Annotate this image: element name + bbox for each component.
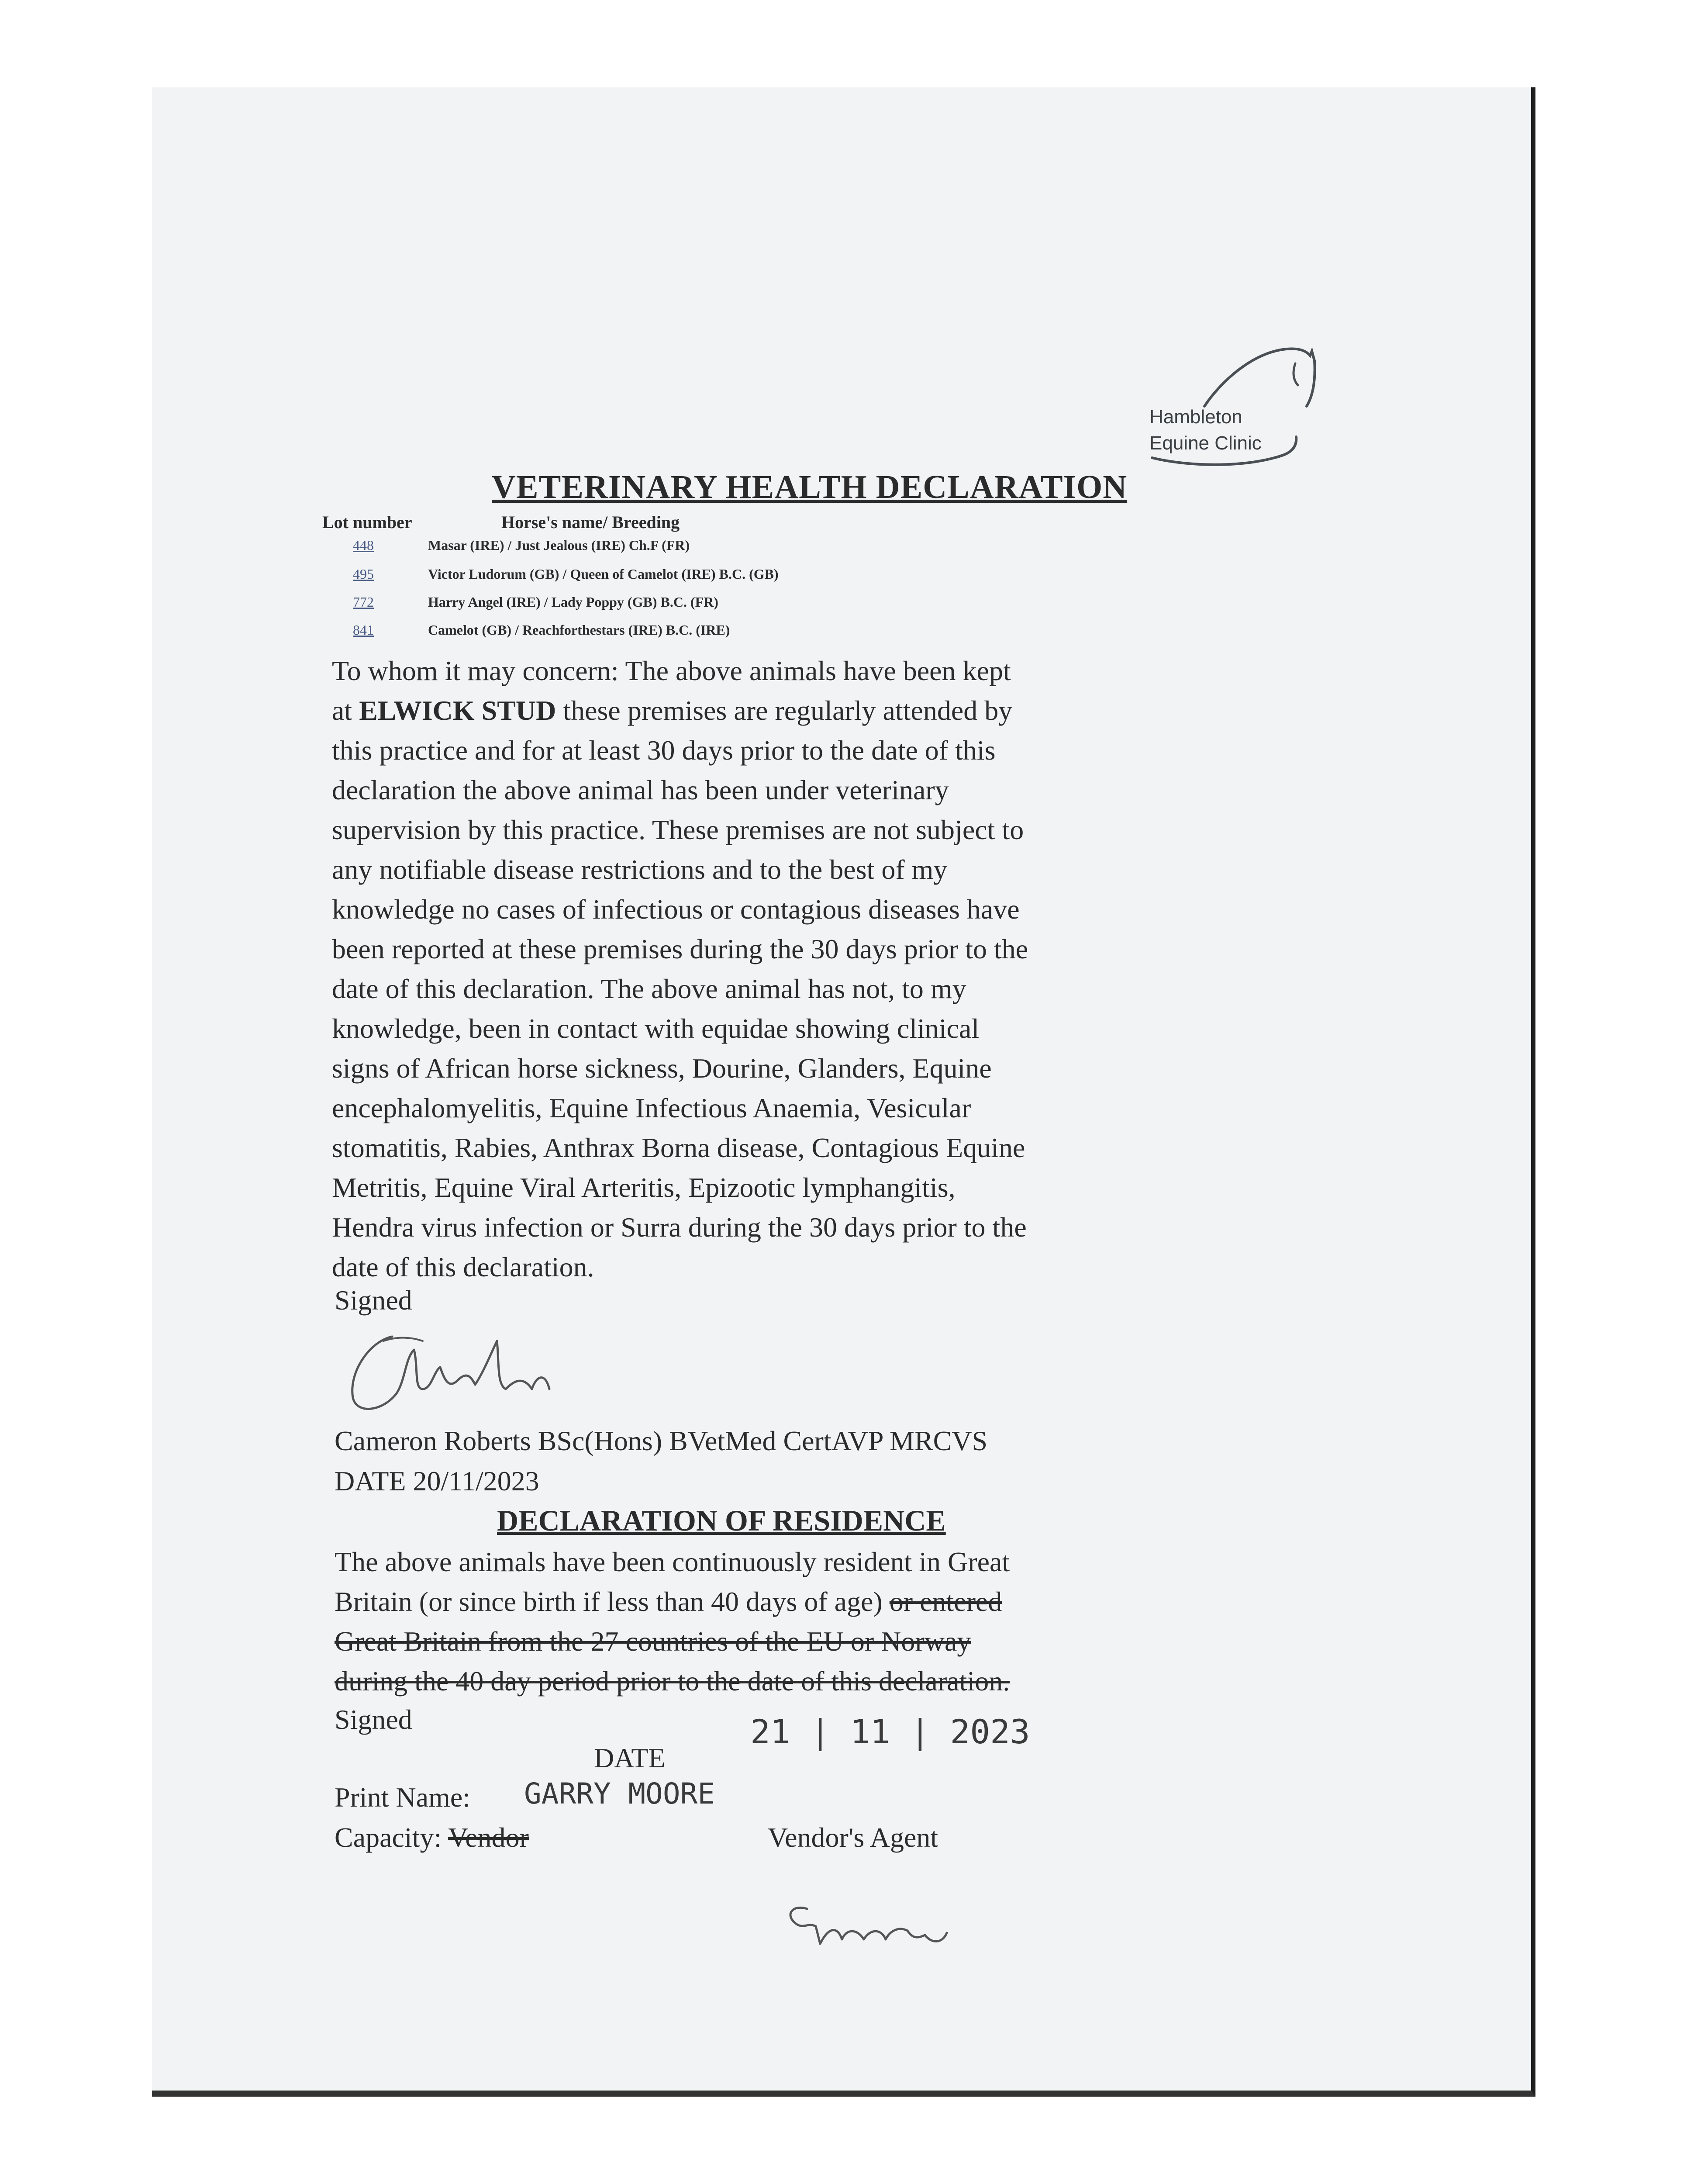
- declaration-line: stomatitis, Rabies, Anthrax Borna disease, Contagious Equine: [332, 1132, 1025, 1163]
- residence-line: The above animals have been continuously resident in Great: [335, 1546, 1010, 1577]
- lot-number: 448: [353, 537, 374, 553]
- print-name-value: GARRY MOORE: [524, 1777, 715, 1811]
- declaration-line: To whom it may concern: The above animals have been kept: [332, 655, 1011, 686]
- horse-breeding: Masar (IRE) / Just Jealous (IRE) Ch.F (FR): [428, 537, 690, 553]
- declaration-line: this practice and for at least 30 days prior to the date of this: [332, 735, 996, 766]
- residence-line: Britain (or since birth if less than 40 days of age) or entered: [335, 1586, 1002, 1617]
- declaration-line: any notifiable disease restrictions and to the best of my: [332, 854, 948, 885]
- horse-breeding: Victor Ludorum (GB) / Queen of Camelot (IRE) B.C. (GB): [428, 566, 779, 582]
- declaration-line: signs of African horse sickness, Dourine, Glanders, Equine: [332, 1053, 992, 1084]
- capacity-vendor: Vendor: [448, 1822, 529, 1853]
- declaration-line: supervision by this practice. These premises are not subject to: [332, 814, 1024, 845]
- horse-breeding-header: Horse's name/ Breeding: [501, 512, 680, 532]
- declaration-line: date of this declaration. The above animal has not, to my: [332, 973, 966, 1004]
- horse-breeding: Camelot (GB) / Reachforthestars (IRE) B.C. (IRE): [428, 622, 730, 638]
- struck-text: Great Britain from the 27 countries of the EU or Norway: [335, 1626, 971, 1657]
- signed-label: Signed: [335, 1285, 412, 1316]
- residence-heading: DECLARATION OF RESIDENCE: [497, 1504, 946, 1537]
- capacity-row: Capacity: Vendor: [335, 1822, 529, 1853]
- horse-breeding: Harry Angel (IRE) / Lady Poppy (GB) B.C. (FR): [428, 594, 718, 610]
- lot-number-header: Lot number: [322, 512, 412, 532]
- struck-text: or entered: [889, 1586, 1002, 1617]
- declaration-line: date of this declaration.: [332, 1251, 594, 1282]
- declaration-line: encephalomyelitis, Equine Infectious Anaemia, Vesicular: [332, 1092, 971, 1123]
- declaration-line: knowledge no cases of infectious or contagious diseases have: [332, 894, 1020, 925]
- document-page: [152, 87, 1535, 2097]
- logo-text-line1: Hambleton: [1149, 406, 1242, 428]
- declaration-line: declaration the above animal has been under veterinary: [332, 774, 949, 805]
- page-title: VETERINARY HEALTH DECLARATION: [492, 469, 1128, 505]
- logo-text-line2: Equine Clinic: [1149, 432, 1262, 454]
- vet-date: DATE 20/11/2023: [335, 1465, 539, 1496]
- vet-signature: [340, 1324, 567, 1420]
- signed-label-2: Signed: [335, 1704, 412, 1735]
- clinic-logo: [1139, 341, 1322, 480]
- lot-number: 841: [353, 622, 374, 638]
- agent-signature: [781, 1896, 1008, 1966]
- residence-text: [335, 1542, 1010, 1701]
- declaration-line: at ELWICK STUD these premises are regularly attended by: [332, 695, 1013, 726]
- lot-number: 495: [353, 566, 374, 582]
- lot-number: 772: [353, 594, 374, 610]
- vet-name: Cameron Roberts BSc(Hons) BVetMed CertAVP MRCVS: [335, 1425, 988, 1456]
- declaration-text: [332, 651, 1028, 1287]
- declaration-line: Hendra virus infection or Surra during the 30 days prior to the: [332, 1212, 1027, 1243]
- declaration-line: knowledge, been in contact with equidae showing clinical: [332, 1013, 980, 1044]
- premises-name: ELWICK STUD: [359, 695, 556, 726]
- declaration-line: Metritis, Equine Viral Arteritis, Epizootic lymphangitis,: [332, 1172, 956, 1203]
- handwritten-date: 21 | 11 | 2023: [750, 1712, 1030, 1751]
- declaration-line: been reported at these premises during the 30 days prior to the: [332, 933, 1028, 964]
- date-label: DATE: [594, 1742, 666, 1773]
- capacity-agent: Vendor's Agent: [768, 1822, 938, 1853]
- print-name-label: Print Name:: [335, 1782, 471, 1813]
- struck-text: during the 40 day period prior to the date of this declaration.: [335, 1666, 1010, 1697]
